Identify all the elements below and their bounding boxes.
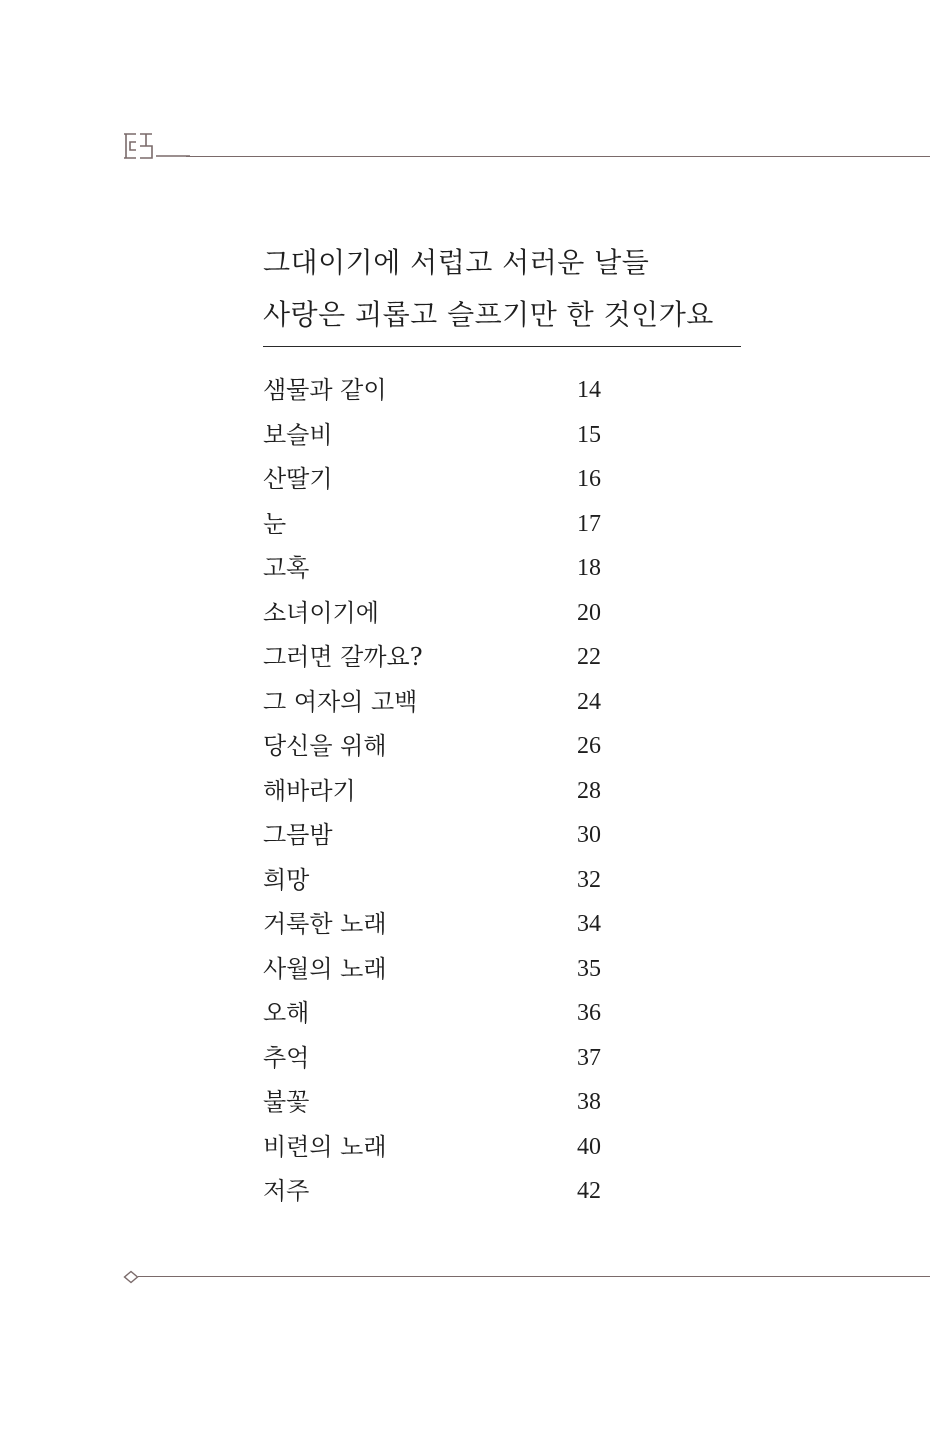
toc-entry-page: 18 [577,555,601,581]
toc-entry[interactable] [263,413,623,458]
toc-entry-title: 오해 [263,999,310,1027]
toc-entry-title: 저주 [263,1177,310,1205]
toc-entry-page: 40 [577,1133,601,1160]
toc-entry[interactable] [263,1080,623,1125]
toc-entry-title: 보슬비 [263,420,333,449]
toc-entry[interactable] [263,502,623,547]
toc-entry-page: 17 [577,510,601,537]
toc-entry-title: 고혹 [263,554,310,582]
toc-entry-title: 그러면 갈까요? [263,643,423,671]
top-rule [186,156,930,157]
bottom-rule [138,1276,930,1277]
toc-entry-page: 30 [577,822,601,848]
toc-entry-page: 15 [577,421,601,448]
table-of-contents [263,368,623,1214]
diamond-ornament-icon [123,1270,139,1284]
toc-entry[interactable] [263,680,623,725]
toc-entry[interactable] [263,1036,623,1081]
toc-entry[interactable] [263,1169,623,1214]
toc-entry-title: 비련의 노래 [263,1132,387,1161]
toc-entry-title: 추억 [263,1043,310,1072]
toc-entry-title: 눈 [263,509,287,538]
toc-entry-page: 14 [577,377,601,403]
heading-line-1: 그대이기에 서럽고 서러운 날들 [263,245,650,279]
toc-entry[interactable] [263,724,623,769]
fret-ornament-icon [122,128,192,160]
toc-entry-page: 26 [577,733,601,759]
toc-entry[interactable] [263,813,623,858]
toc-entry-page: 28 [577,777,601,804]
toc-entry-page: 32 [577,866,601,893]
heading-line-2: 사랑은 괴롭고 슬프기만 한 것인가요 [263,297,714,331]
toc-entry[interactable] [263,991,623,1036]
toc-entry-title: 희망 [263,865,310,894]
toc-entry-page: 37 [577,1044,601,1071]
toc-entry[interactable] [263,769,623,814]
toc-entry[interactable] [263,858,623,903]
page-heading [263,237,714,341]
toc-entry-page: 16 [577,466,601,492]
toc-entry-title: 해바라기 [263,776,356,805]
toc-entry-page: 34 [577,911,601,937]
toc-entry-page: 22 [577,644,601,670]
toc-entry-title: 산딸기 [263,465,333,493]
toc-entry[interactable] [263,546,623,591]
toc-entry-page: 35 [577,955,601,982]
toc-entry[interactable] [263,902,623,947]
toc-entry-page: 20 [577,599,601,626]
toc-entry-title: 그믐밤 [263,821,333,849]
toc-entry-page: 36 [577,1000,601,1026]
toc-entry-title: 사월의 노래 [263,954,387,983]
toc-entry[interactable] [263,1125,623,1170]
toc-entry[interactable] [263,591,623,636]
toc-entry-title: 당신을 위해 [263,732,387,760]
toc-entry[interactable] [263,368,623,413]
toc-entry-title: 소녀이기에 [263,598,379,627]
toc-entry-title: 불꽃 [263,1088,310,1116]
toc-entry[interactable] [263,635,623,680]
toc-entry-page: 42 [577,1178,601,1204]
toc-entry-title: 거룩한 노래 [263,910,387,938]
heading-divider [263,346,741,347]
toc-entry[interactable] [263,947,623,992]
toc-entry-page: 38 [577,1089,601,1115]
toc-entry-title: 샘물과 같이 [263,376,387,404]
toc-entry[interactable] [263,457,623,502]
toc-entry-page: 24 [577,688,601,715]
toc-entry-title: 그 여자의 고백 [263,687,418,716]
